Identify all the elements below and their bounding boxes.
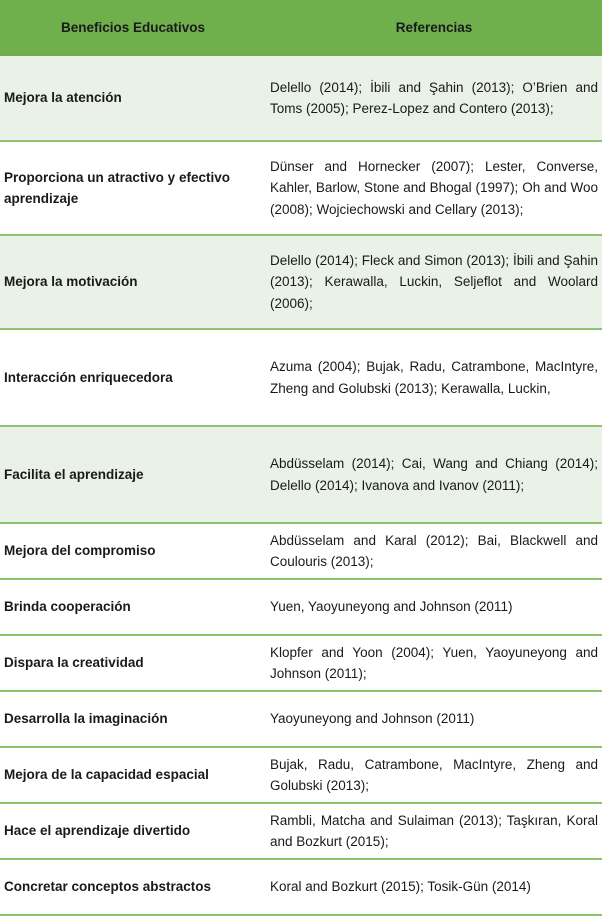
table-row xyxy=(0,523,602,579)
table-row xyxy=(0,235,602,329)
benefit-cell: Facilita el aprendizaje xyxy=(0,426,266,523)
references-cell: Yaoyuneyong and Johnson (2011) xyxy=(266,691,602,747)
benefit-cell: Dispara la creatividad xyxy=(0,635,266,691)
table-header-row xyxy=(0,0,602,55)
table-row xyxy=(0,329,602,426)
references-cell: Abdüsselam (2014); Cai, Wang and Chiang (2014); Delello (2014); Ivanova and Ivanov (2011); xyxy=(266,426,602,523)
references-cell: Klopfer and Yoon (2004); Yuen, Yaoyuneyong and Johnson (2011); xyxy=(266,635,602,691)
column-header-references: Referencias xyxy=(266,0,602,55)
column-header-benefits: Beneficios Educativos xyxy=(0,0,266,55)
references-cell: Bujak, Radu, Catrambone, MacIntyre, Zheng and Golubski (2013); xyxy=(266,747,602,803)
references-cell: Rambli, Matcha and Sulaiman (2013); Taşkıran, Koral and Bozkurt (2015); xyxy=(266,803,602,859)
table-row xyxy=(0,691,602,747)
table-row xyxy=(0,635,602,691)
benefit-cell: Interacción enriquecedora xyxy=(0,329,266,426)
references-cell: Dünser and Hornecker (2007); Lester, Converse, Kahler, Barlow, Stone and Bhogal (1997); Oh and Woo (2008); Wojciechowski and Cellary (2013); xyxy=(266,141,602,235)
benefit-cell: Proporciona un atractivo y efectivo aprendizaje xyxy=(0,141,266,235)
benefit-cell: Hace el aprendizaje divertido xyxy=(0,803,266,859)
references-cell: Koral and Bozkurt (2015); Tosik-Gün (2014) xyxy=(266,859,602,915)
benefit-cell: Desarrolla la imaginación xyxy=(0,691,266,747)
benefit-cell: Mejora de la capacidad espacial xyxy=(0,747,266,803)
references-cell: Azuma (2004); Bujak, Radu, Catrambone, MacIntyre, Zheng and Golubski (2013); Kerawalla, Luckin, xyxy=(266,329,602,426)
table-row xyxy=(0,747,602,803)
references-cell: Delello (2014); Fleck and Simon (2013); İbili and Şahin (2013); Kerawalla, Luckin, Seljeflot and Woolard (2006); xyxy=(266,235,602,329)
references-cell: Yuen, Yaoyuneyong and Johnson (2011) xyxy=(266,579,602,635)
table-row xyxy=(0,803,602,859)
benefit-cell: Mejora la motivación xyxy=(0,235,266,329)
benefit-cell: Mejora la atención xyxy=(0,55,266,141)
table-row xyxy=(0,859,602,915)
benefit-cell: Brinda cooperación xyxy=(0,579,266,635)
references-cell: Abdüsselam and Karal (2012); Bai, Blackwell and Coulouris (2013); xyxy=(266,523,602,579)
table-row xyxy=(0,579,602,635)
table-row xyxy=(0,426,602,523)
benefit-cell: Mejora del compromiso xyxy=(0,523,266,579)
references-cell: Delello (2014); İbili and Şahin (2013); O’Brien and Toms (2005); Perez-Lopez and Contero (2013); xyxy=(266,55,602,141)
table-row xyxy=(0,141,602,235)
table-row xyxy=(0,55,602,141)
benefit-cell: Concretar conceptos abstractos xyxy=(0,859,266,915)
